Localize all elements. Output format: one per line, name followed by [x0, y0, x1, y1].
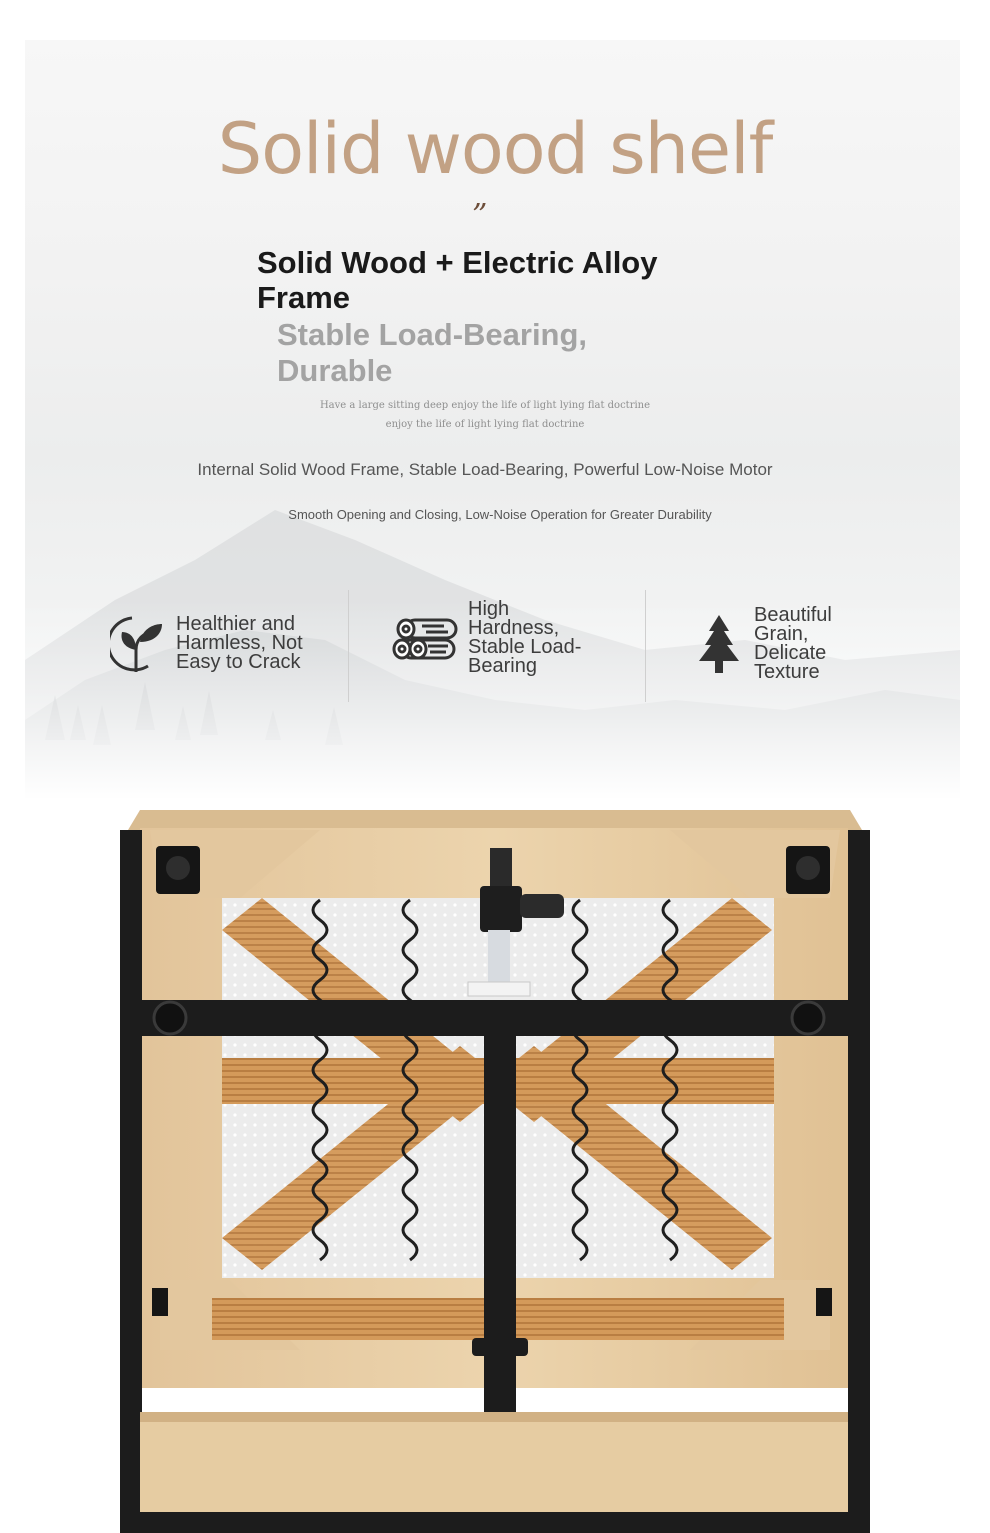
- feature-label: Healthier and Harmless, Not Easy to Crack: [176, 612, 303, 673]
- sprout-icon: [110, 610, 168, 676]
- description-secondary: Smooth Opening and Closing, Low-Noise Operation for Greater Durability: [288, 507, 712, 522]
- bed-frame-illustration: [0, 790, 990, 1533]
- feature-item: [110, 610, 306, 676]
- divider: [348, 590, 349, 702]
- feature-label: Beautiful Grain, Delicate Texture: [754, 604, 832, 683]
- logs-icon: [392, 614, 460, 662]
- description-primary: Internal Solid Wood Frame, Stable Load-Bearing, Powerful Low-Noise Motor: [197, 460, 773, 479]
- tagline-line-1: Have a large sitting deep enjoy the life of light lying flat doctrine: [319, 400, 651, 411]
- feature-label: High Hardness, Stable Load-Bearing: [468, 598, 582, 677]
- divider: [645, 590, 646, 702]
- tagline-line-2: enjoy the life of light lying flat doctrine: [385, 419, 585, 430]
- subheadline: Stable Load-Bearing, Durable: [277, 317, 588, 388]
- pine-tree-icon: [697, 613, 741, 675]
- feature-item: [392, 600, 598, 676]
- headline: Solid Wood + Electric Alloy Frame: [257, 245, 658, 315]
- quote-mark: ”: [472, 198, 488, 233]
- feature-item: [697, 606, 864, 682]
- hero-title: Solid wood shelf: [217, 108, 773, 190]
